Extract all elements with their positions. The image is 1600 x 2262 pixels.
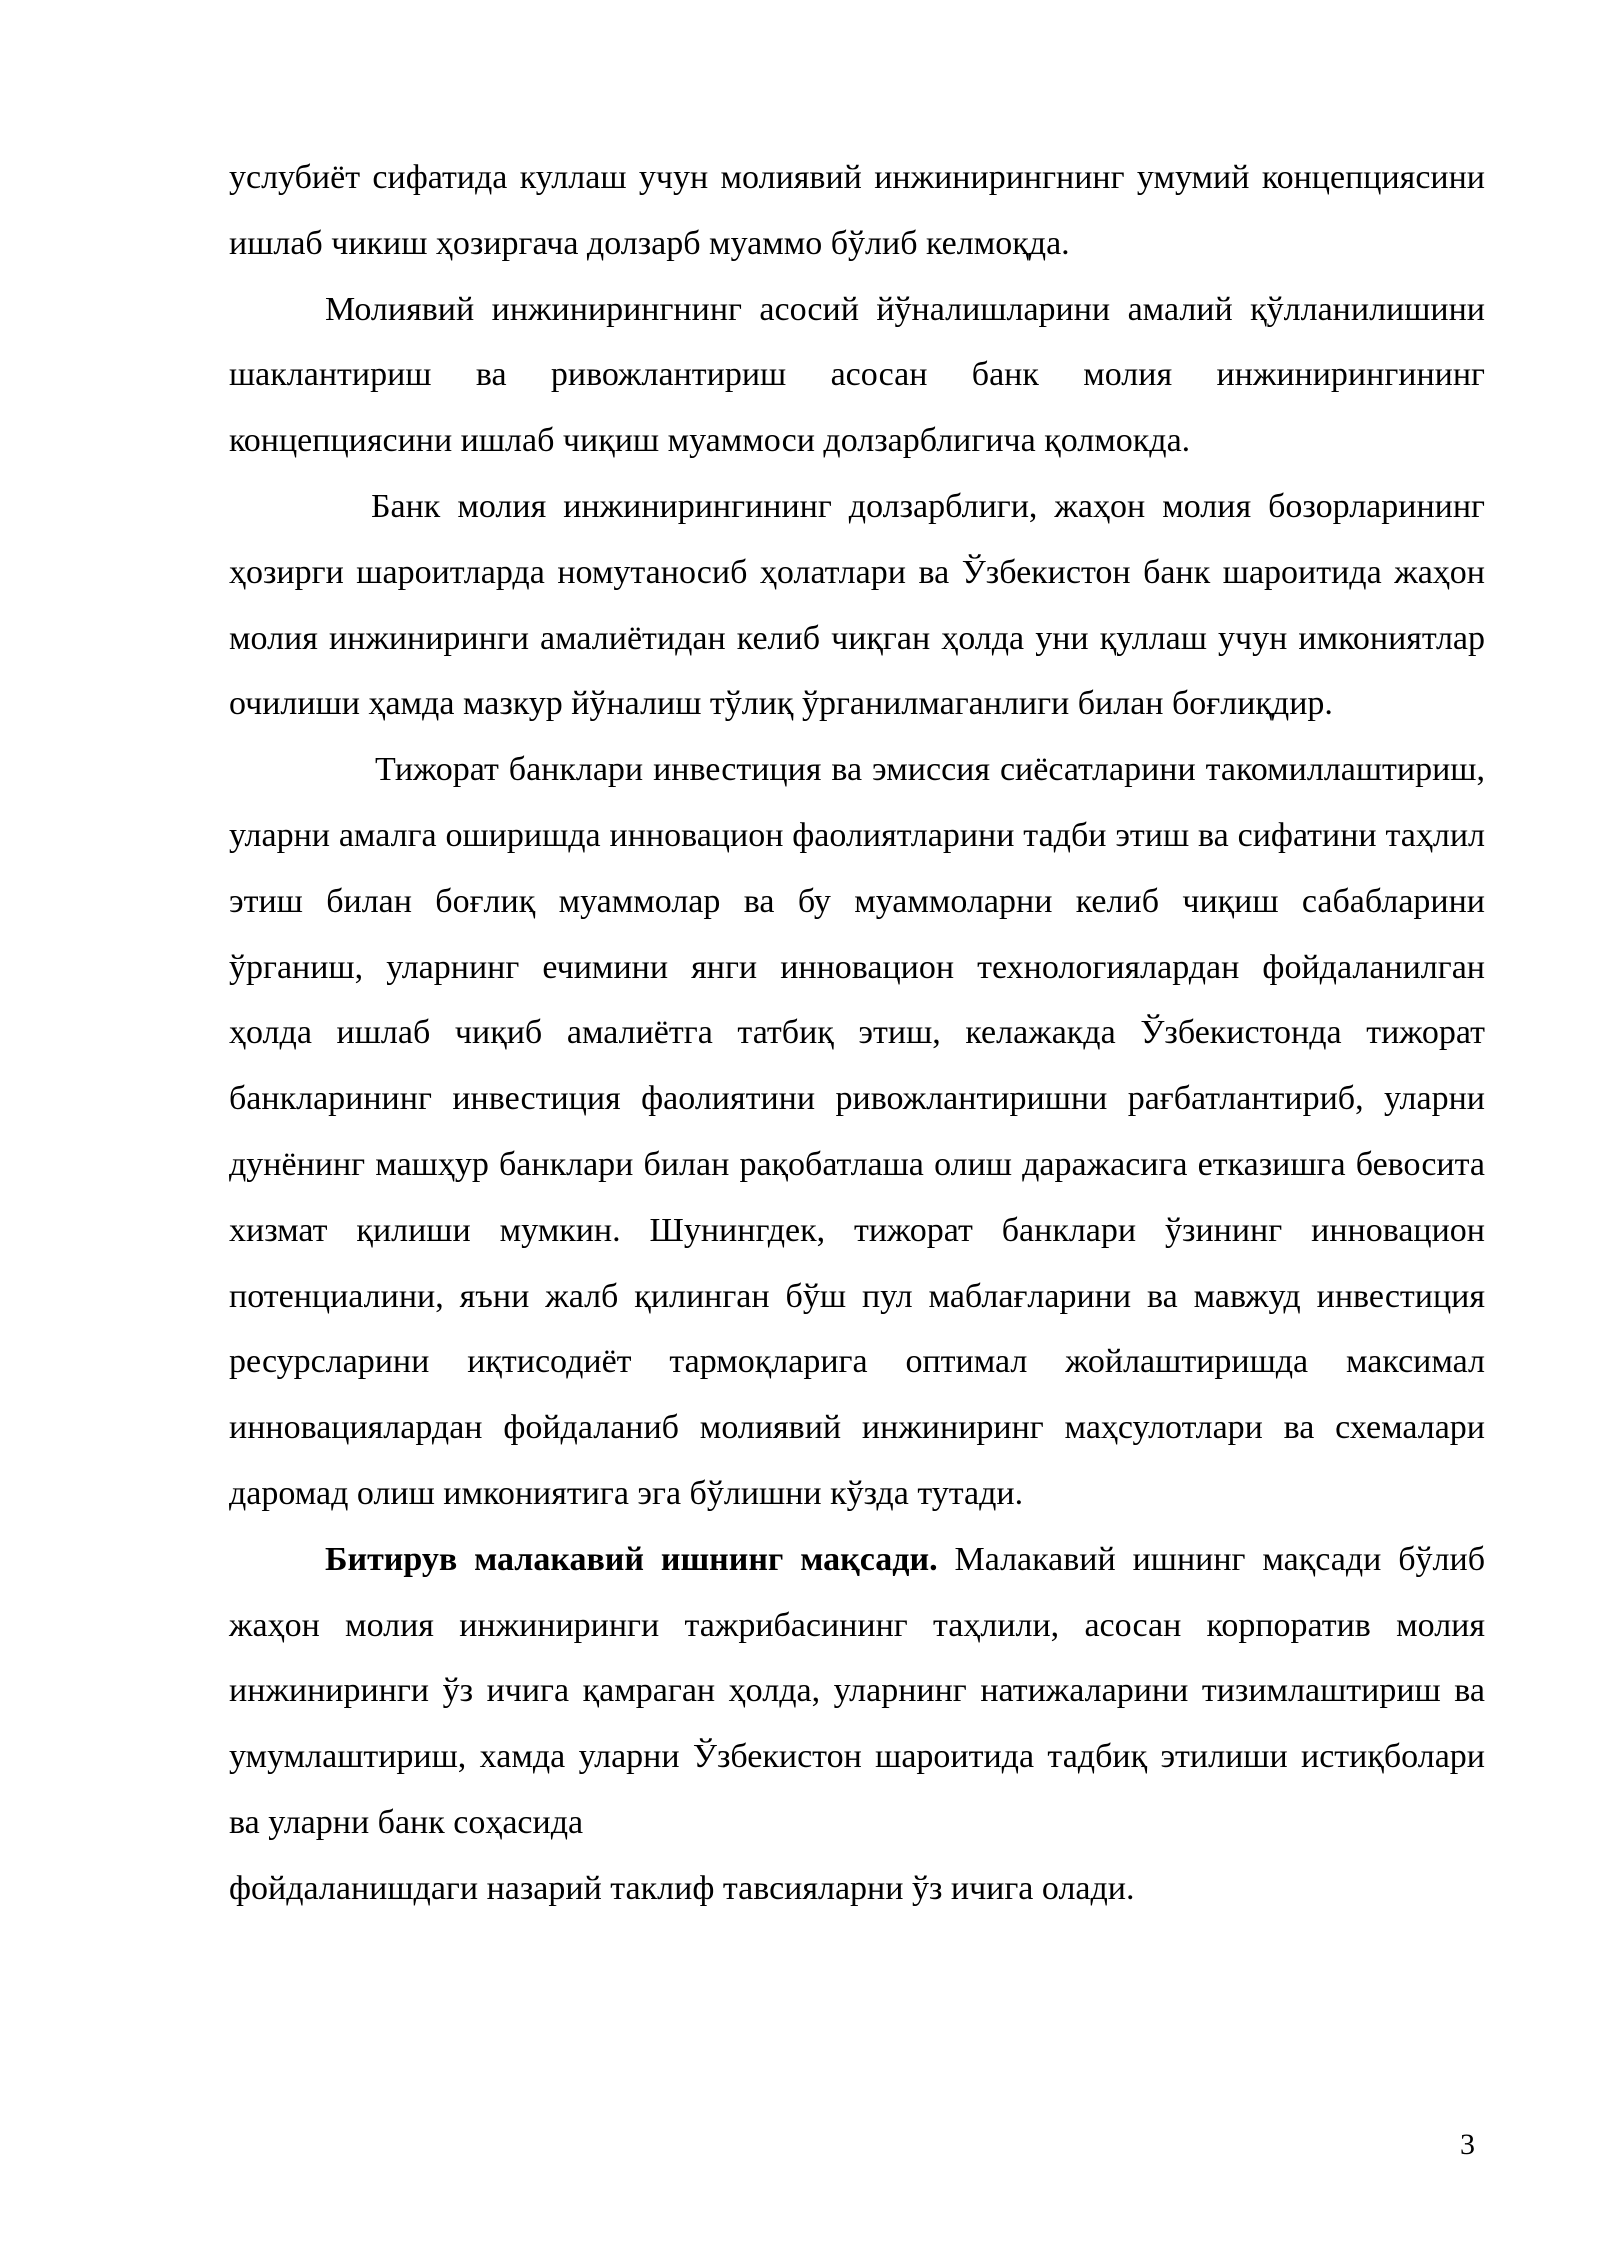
- paragraph-5: [229, 1527, 1485, 1856]
- paragraph-6: [229, 1856, 1485, 1922]
- paragraph-4: [229, 737, 1485, 1527]
- paragraph-1: [229, 145, 1485, 277]
- document-body: [229, 145, 1485, 1922]
- paragraph-1-text: услубиёт сифатида куллаш учун молиявий инжинирингнинг умумий концепциясини ишлаб чикиш ҳозиргача долзарб муаммо бўлиб келмоқда.: [229, 159, 1485, 262]
- paragraph-2: [229, 277, 1485, 474]
- paragraph-5-text: Малакавий ишнинг мақсади бўлиб жаҳон молия инжиниринги тажрибасининг таҳлили, асосан корпоратив молия инжиниринги ўз ичига қамраган ҳолда, уларнинг натижаларини тизимлаштириш ва умумлаштириш, хамда уларни Ўзбекистон шароитида тадбиқ этилиши истиқболари ва уларни банк соҳасида: [229, 1540, 1485, 1841]
- paragraph-4-text: Тижорат банклари инвестиция ва эмиссия сиёсатларини такомиллаштириш, уларни амалга оширишда инновацион фаолиятларини тадби этиш ва сифатини таҳлил этиш билан боғлиқ муаммолар ва бу муаммоларни келиб чиқиш сабабларини ўрганиш, уларнинг ечимини янги инновацион технологиялардан фойдаланилган ҳолда ишлаб чиқиб амалиётга татбиқ этиш, келажакда Ўзбекистонда тижорат банкларининг инвестиция фаолиятини ривожлантиришни рағбатлантириб, уларни дунёнинг машҳур банклари билан рақобатлаша олиш даражасига етказишга бевосита хизмат қилиши мумкин. Шунингдек, тижорат банклари ўзининг инновацион потенциалини, яъни жалб қилинган бўш пул маблағларини ва мавжуд инвестиция ресурсларини иқтисодиёт тармоқларига оптимал жойлаштиришда максимал инновациялардан фойдаланиб молиявий инжиниринг маҳсулотлари ва схемалари даромад олиш имкониятига эга бўлишни кўзда тутади.: [229, 751, 1485, 1512]
- paragraph-3: [229, 474, 1485, 737]
- paragraph-2-text: Молиявий инжинирингнинг асосий йўналишларини амалий қўлланилишини шаклантириш ва ривожлантириш асосан банк молия инжинирингининг концепциясини ишлаб чиқиш муаммоси долзарблигича қолмокда.: [229, 290, 1485, 460]
- page-number: 3: [1460, 2128, 1475, 2161]
- paragraph-3-text: Банк молия инжинирингининг долзарблиги, жаҳон молия бозорларининг ҳозирги шароитларда номутаносиб ҳолатлари ва Ўзбекистон банк шароитида жаҳон молия инжиниринги амалиётидан келиб чиқган ҳолда уни қуллаш учун имкониятлар очилиши ҳамда мазкур йўналиш тўлиқ ўрганилмаганлиги билан боғлиқдир.: [229, 487, 1485, 723]
- paragraph-6-text: фойдаланишдаги назарий таклиф тавсияларни ўз ичига олади.: [229, 1869, 1135, 1907]
- paragraph-5-heading: Битирув малакавий ишнинг мақсади.: [325, 1540, 938, 1578]
